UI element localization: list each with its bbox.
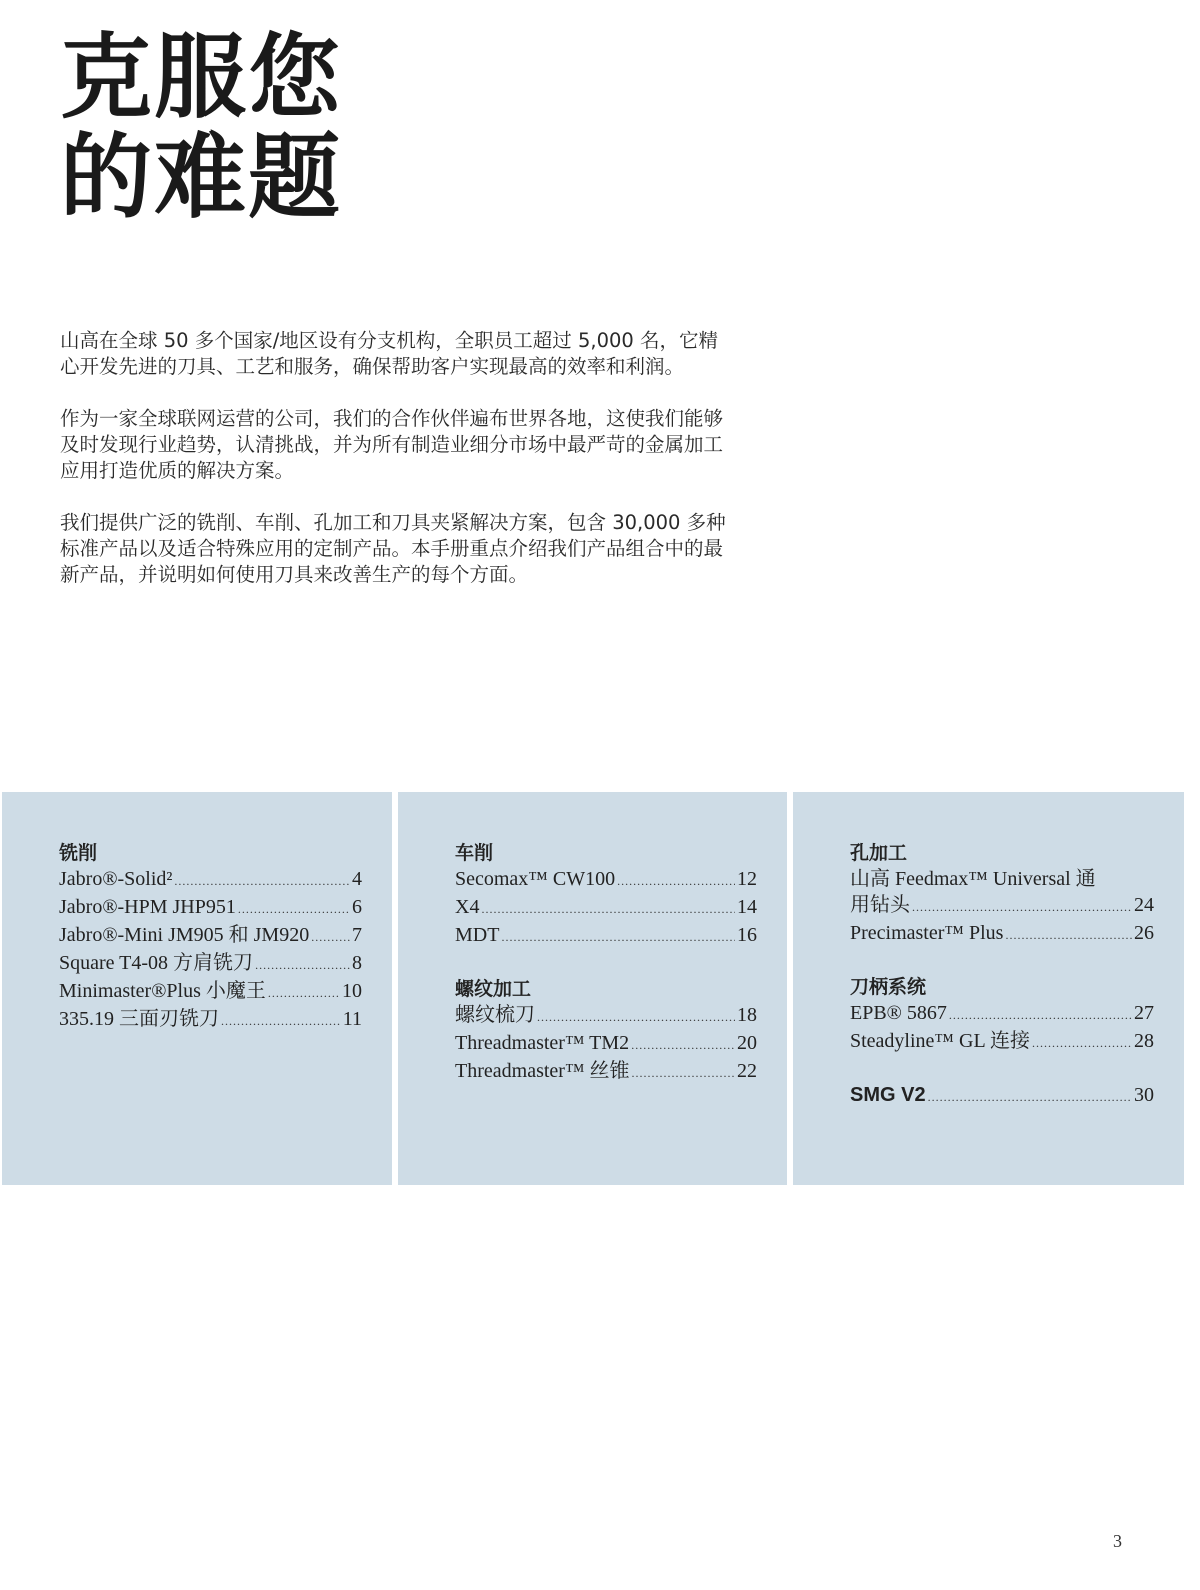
toc-entry-page: 8: [352, 952, 362, 974]
toc-leader-dots: [537, 1004, 735, 1030]
table-of-contents: [2, 792, 1184, 1185]
toc-entry[interactable]: [455, 894, 757, 922]
toc-entry-page: 24: [1134, 894, 1154, 916]
toc-entry[interactable]: [455, 866, 757, 894]
toc-column-milling: [2, 792, 392, 1185]
toc-entry-label: 用钻头: [850, 894, 910, 916]
toc-leader-dots: [174, 868, 350, 894]
toc-leader-dots: [221, 1008, 341, 1034]
toc-entry-page: 11: [342, 1008, 362, 1030]
toc-leader-dots: [255, 952, 350, 978]
page-title-line-2: 的难题: [60, 124, 343, 231]
toc-entry[interactable]: [850, 1000, 1154, 1028]
toc-entry-label: 螺纹梳刀: [455, 1004, 535, 1026]
toc-section-title: 车削: [455, 842, 494, 864]
toc-leader-dots: [632, 1060, 735, 1086]
toc-leader-dots: [631, 1032, 735, 1058]
toc-section-title: 刀柄系统: [850, 976, 927, 998]
toc-entry-label: Precimaster™ Plus: [850, 922, 1004, 944]
toc-leader-dots: [949, 1002, 1132, 1028]
toc-entry[interactable]: [850, 892, 1154, 920]
toc-leader-dots: [912, 894, 1132, 920]
toc-entry-page: 4: [352, 868, 362, 890]
toc-entry-page: 30: [1134, 1084, 1154, 1106]
toc-leader-dots: [928, 1084, 1132, 1110]
toc-entry-label: Square T4-08 方肩铣刀: [59, 952, 254, 974]
page-title-line-1: 克服您: [60, 24, 343, 131]
toc-entry[interactable]: [850, 920, 1154, 948]
toc-entry[interactable]: [455, 1030, 757, 1058]
toc-entry-label: Minimaster®Plus 小魔王: [59, 980, 266, 1002]
toc-entry[interactable]: [455, 1058, 757, 1086]
toc-leader-dots: [311, 924, 350, 950]
toc-entry-label: X4: [455, 896, 480, 918]
toc-entry-label-line[interactable]: 山高 Feedmax™ Universal 通: [850, 868, 1096, 890]
toc-entry-page: 12: [737, 868, 757, 890]
toc-section-title: 孔加工: [850, 842, 908, 864]
toc-entry[interactable]: [59, 978, 362, 1006]
toc-entry-page: 6: [352, 896, 362, 918]
toc-entry-label: MDT: [455, 924, 500, 946]
toc-entry[interactable]: [59, 950, 362, 978]
page-number: 3: [1113, 1531, 1122, 1551]
toc-entry-page: 20: [737, 1032, 757, 1054]
toc-section-title: 铣削: [59, 842, 98, 864]
toc-entry[interactable]: [59, 866, 362, 894]
toc-leader-dots: [268, 980, 340, 1006]
toc-leader-dots: [238, 896, 350, 922]
toc-entry-page: 22: [737, 1060, 757, 1082]
toc-entry-label: Steadyline™ GL 连接: [850, 1030, 1030, 1052]
toc-entry[interactable]: [59, 894, 362, 922]
toc-entry-label: SMG V2: [850, 1084, 926, 1106]
toc-entry-label: Jabro®-HPM JHP951: [59, 896, 236, 918]
toc-entry-label: Threadmaster™ TM2: [455, 1032, 630, 1054]
intro-paragraph: 作为一家全球联网运营的公司，我们的合作伙伴遍布世界各地，这使我们能够及时发现行业趋势，认清挑战，并为所有制造业细分市场中最严苛的金属加工应用打造优质的解决方案。: [60, 407, 724, 482]
intro-paragraph: 山高在全球 50 多个国家/地区设有分支机构，全职员工超过 5,000 名，它精心开发先进的刀具、工艺和服务，确保帮助客户实现最高的效率和利润。: [60, 329, 719, 378]
toc-leader-dots: [617, 868, 735, 894]
toc-entry-label: Jabro®-Solid²: [59, 868, 173, 890]
toc-entry-page: 14: [737, 896, 757, 918]
toc-entry-label: EPB® 5867: [850, 1002, 947, 1024]
toc-leader-dots: [501, 924, 735, 950]
toc-entry-label: 335.19 三面刃铣刀: [59, 1008, 219, 1030]
toc-entry-page: 10: [342, 980, 362, 1002]
toc-entry-page: 26: [1134, 922, 1154, 944]
toc-entry-page: 7: [352, 924, 362, 946]
toc-entry[interactable]: [455, 922, 757, 950]
toc-entry-page: 27: [1134, 1002, 1154, 1024]
toc-entry[interactable]: [850, 1028, 1154, 1056]
toc-column-turning: [398, 792, 787, 1185]
toc-entry[interactable]: [455, 1002, 757, 1030]
toc-leader-dots: [1005, 922, 1132, 948]
toc-entry[interactable]: [850, 1082, 1154, 1110]
toc-entry-label: Jabro®-Mini JM905 和 JM920: [59, 924, 310, 946]
toc-entry-page: 28: [1134, 1030, 1154, 1052]
intro-paragraph: 我们提供广泛的铣削、车削、孔加工和刀具夹紧解决方案，包含 30,000 多种标准产品以及适合特殊应用的定制产品。本手册重点介绍我们产品组合中的最新产品，并说明如何使用刀具来改善生产的每个方面。: [60, 511, 726, 586]
toc-section-title: 螺纹加工: [455, 978, 532, 1000]
toc-leader-dots: [1032, 1030, 1132, 1056]
toc-entry-label: Secomax™ CW100: [455, 868, 616, 890]
toc-entry[interactable]: [59, 1006, 362, 1034]
toc-entry-page: 16: [737, 924, 757, 946]
toc-entry-label: Threadmaster™ 丝锥: [455, 1060, 630, 1082]
toc-entry[interactable]: [59, 922, 362, 950]
toc-leader-dots: [481, 896, 735, 922]
page-title: [60, 24, 343, 231]
toc-entry-page: 18: [737, 1004, 757, 1026]
toc-column-holemaking: [793, 792, 1184, 1185]
intro-text: [60, 328, 730, 614]
